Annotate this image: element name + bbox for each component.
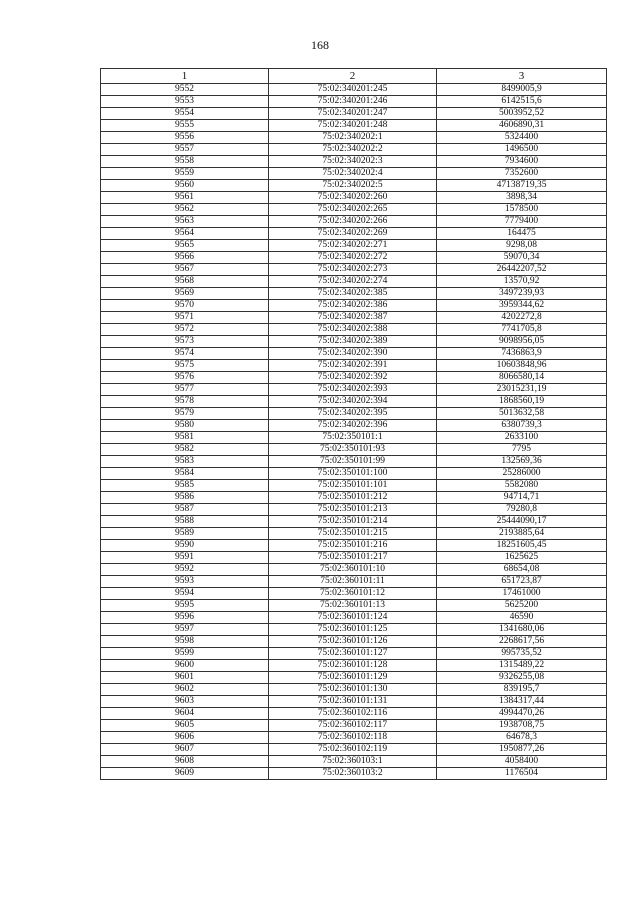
table-row bbox=[101, 240, 607, 252]
table-row bbox=[101, 552, 607, 564]
cadastral-number-cell: 75:02:350101:215 bbox=[269, 528, 437, 540]
table-row bbox=[101, 408, 607, 420]
table-row bbox=[101, 144, 607, 156]
table-row bbox=[101, 420, 607, 432]
cadastral-number-cell: 75:02:360101:10 bbox=[269, 564, 437, 576]
value-cell: 7795 bbox=[437, 444, 607, 456]
value-cell: 7741705,8 bbox=[437, 324, 607, 336]
row-number-cell: 9564 bbox=[101, 228, 269, 240]
table-row bbox=[101, 288, 607, 300]
table-row bbox=[101, 624, 607, 636]
row-number-cell: 9574 bbox=[101, 348, 269, 360]
row-number-cell: 9560 bbox=[101, 180, 269, 192]
value-cell: 8499005,9 bbox=[437, 84, 607, 96]
cadastral-number-cell: 75:02:360102:119 bbox=[269, 744, 437, 756]
row-number-cell: 9602 bbox=[101, 684, 269, 696]
row-number-cell: 9576 bbox=[101, 372, 269, 384]
value-cell: 1578500 bbox=[437, 204, 607, 216]
row-number-cell: 9577 bbox=[101, 384, 269, 396]
table-row bbox=[101, 696, 607, 708]
value-cell: 1315489,22 bbox=[437, 660, 607, 672]
table-row bbox=[101, 324, 607, 336]
table-row bbox=[101, 684, 607, 696]
row-number-cell: 9570 bbox=[101, 300, 269, 312]
value-cell: 651723,87 bbox=[437, 576, 607, 588]
row-number-cell: 9569 bbox=[101, 288, 269, 300]
value-cell: 5582080 bbox=[437, 480, 607, 492]
cadastral-number-cell: 75:02:350101:93 bbox=[269, 444, 437, 456]
value-cell: 7352600 bbox=[437, 168, 607, 180]
value-cell: 26442207,52 bbox=[437, 264, 607, 276]
value-cell: 2268617,56 bbox=[437, 636, 607, 648]
table-row bbox=[101, 564, 607, 576]
cadastral-number-cell: 75:02:360101:130 bbox=[269, 684, 437, 696]
table-row bbox=[101, 600, 607, 612]
row-number-cell: 9568 bbox=[101, 276, 269, 288]
table-row bbox=[101, 768, 607, 780]
cadastral-number-cell: 75:02:340202:274 bbox=[269, 276, 437, 288]
value-cell: 1868560,19 bbox=[437, 396, 607, 408]
value-cell: 1496500 bbox=[437, 144, 607, 156]
column-header-number: 1 bbox=[101, 69, 269, 84]
cadastral-number-cell: 75:02:340202:385 bbox=[269, 288, 437, 300]
row-number-cell: 9580 bbox=[101, 420, 269, 432]
row-number-cell: 9553 bbox=[101, 96, 269, 108]
cadastral-number-cell: 75:02:340202:390 bbox=[269, 348, 437, 360]
cadastral-number-cell: 75:02:350101:99 bbox=[269, 456, 437, 468]
row-number-cell: 9556 bbox=[101, 132, 269, 144]
table-row bbox=[101, 732, 607, 744]
value-cell: 4994470,26 bbox=[437, 708, 607, 720]
column-header-cadastral-number: 2 bbox=[269, 69, 437, 84]
cadastral-number-cell: 75:02:340202:2 bbox=[269, 144, 437, 156]
row-number-cell: 9605 bbox=[101, 720, 269, 732]
cadastral-number-cell: 75:02:340202:389 bbox=[269, 336, 437, 348]
value-cell: 4202272,8 bbox=[437, 312, 607, 324]
cadastral-number-cell: 75:02:340202:272 bbox=[269, 252, 437, 264]
cadastral-number-cell: 75:02:340201:245 bbox=[269, 84, 437, 96]
value-cell: 5324400 bbox=[437, 132, 607, 144]
cadastral-number-cell: 75:02:340202:271 bbox=[269, 240, 437, 252]
cadastral-number-cell: 75:02:340202:392 bbox=[269, 372, 437, 384]
table-row bbox=[101, 576, 607, 588]
cadastral-number-cell: 75:02:360101:129 bbox=[269, 672, 437, 684]
table-row bbox=[101, 612, 607, 624]
row-number-cell: 9552 bbox=[101, 84, 269, 96]
cadastral-number-cell: 75:02:340202:396 bbox=[269, 420, 437, 432]
table-row bbox=[101, 132, 607, 144]
value-cell: 25286000 bbox=[437, 468, 607, 480]
table-row bbox=[101, 120, 607, 132]
row-number-cell: 9558 bbox=[101, 156, 269, 168]
value-cell: 6380739,3 bbox=[437, 420, 607, 432]
table-row bbox=[101, 480, 607, 492]
row-number-cell: 9565 bbox=[101, 240, 269, 252]
row-number-cell: 9581 bbox=[101, 432, 269, 444]
value-cell: 2633100 bbox=[437, 432, 607, 444]
value-cell: 8066580,14 bbox=[437, 372, 607, 384]
row-number-cell: 9606 bbox=[101, 732, 269, 744]
cadastral-number-cell: 75:02:360101:125 bbox=[269, 624, 437, 636]
table-row bbox=[101, 540, 607, 552]
value-cell: 46590 bbox=[437, 612, 607, 624]
row-number-cell: 9572 bbox=[101, 324, 269, 336]
table-row bbox=[101, 672, 607, 684]
value-cell: 1950877,26 bbox=[437, 744, 607, 756]
row-number-cell: 9597 bbox=[101, 624, 269, 636]
row-number-cell: 9586 bbox=[101, 492, 269, 504]
table-row bbox=[101, 204, 607, 216]
row-number-cell: 9604 bbox=[101, 708, 269, 720]
value-cell: 17461000 bbox=[437, 588, 607, 600]
value-cell: 3959344,62 bbox=[437, 300, 607, 312]
table-row bbox=[101, 180, 607, 192]
table-row bbox=[101, 396, 607, 408]
value-cell: 1176504 bbox=[437, 768, 607, 780]
cadastral-number-cell: 75:02:340202:3 bbox=[269, 156, 437, 168]
row-number-cell: 9608 bbox=[101, 756, 269, 768]
cadastral-number-cell: 75:02:340202:1 bbox=[269, 132, 437, 144]
value-cell: 79280,8 bbox=[437, 504, 607, 516]
row-number-cell: 9554 bbox=[101, 108, 269, 120]
row-number-cell: 9603 bbox=[101, 696, 269, 708]
value-cell: 4606890,31 bbox=[437, 120, 607, 132]
value-cell: 5625200 bbox=[437, 600, 607, 612]
table-row bbox=[101, 384, 607, 396]
cadastral-number-cell: 75:02:360101:11 bbox=[269, 576, 437, 588]
cadastral-number-cell: 75:02:350101:100 bbox=[269, 468, 437, 480]
cadastral-number-cell: 75:02:340201:247 bbox=[269, 108, 437, 120]
row-number-cell: 9585 bbox=[101, 480, 269, 492]
value-cell: 1625625 bbox=[437, 552, 607, 564]
value-cell: 2193885,64 bbox=[437, 528, 607, 540]
table-row bbox=[101, 228, 607, 240]
value-cell: 10603848,96 bbox=[437, 360, 607, 372]
cadastral-number-cell: 75:02:360101:124 bbox=[269, 612, 437, 624]
cadastral-number-cell: 75:02:340202:5 bbox=[269, 180, 437, 192]
table-row bbox=[101, 264, 607, 276]
row-number-cell: 9579 bbox=[101, 408, 269, 420]
table-row bbox=[101, 252, 607, 264]
value-cell: 47138719,35 bbox=[437, 180, 607, 192]
value-cell: 5003952,52 bbox=[437, 108, 607, 120]
row-number-cell: 9567 bbox=[101, 264, 269, 276]
value-cell: 59070,34 bbox=[437, 252, 607, 264]
row-number-cell: 9601 bbox=[101, 672, 269, 684]
row-number-cell: 9555 bbox=[101, 120, 269, 132]
cadastral-number-cell: 75:02:340201:248 bbox=[269, 120, 437, 132]
cadastral-number-cell: 75:02:340202:387 bbox=[269, 312, 437, 324]
cadastral-number-cell: 75:02:350101:212 bbox=[269, 492, 437, 504]
table-row bbox=[101, 708, 607, 720]
table-row bbox=[101, 588, 607, 600]
row-number-cell: 9589 bbox=[101, 528, 269, 540]
value-cell: 839195,7 bbox=[437, 684, 607, 696]
row-number-cell: 9561 bbox=[101, 192, 269, 204]
table-row bbox=[101, 492, 607, 504]
value-cell: 5013632,58 bbox=[437, 408, 607, 420]
cadastral-number-cell: 75:02:360103:1 bbox=[269, 756, 437, 768]
cadastral-number-cell: 75:02:340202:265 bbox=[269, 204, 437, 216]
value-cell: 6142515,6 bbox=[437, 96, 607, 108]
row-number-cell: 9573 bbox=[101, 336, 269, 348]
row-number-cell: 9599 bbox=[101, 648, 269, 660]
value-cell: 132569,36 bbox=[437, 456, 607, 468]
value-cell: 23015231,19 bbox=[437, 384, 607, 396]
cadastral-number-cell: 75:02:360101:126 bbox=[269, 636, 437, 648]
cadastral-number-cell: 75:02:340202:394 bbox=[269, 396, 437, 408]
row-number-cell: 9571 bbox=[101, 312, 269, 324]
row-number-cell: 9557 bbox=[101, 144, 269, 156]
cadastral-number-cell: 75:02:340201:246 bbox=[269, 96, 437, 108]
cadastral-number-cell: 75:02:350101:216 bbox=[269, 540, 437, 552]
table-row bbox=[101, 312, 607, 324]
table-row bbox=[101, 468, 607, 480]
value-cell: 995735,52 bbox=[437, 648, 607, 660]
cadastral-number-cell: 75:02:360101:13 bbox=[269, 600, 437, 612]
table-row bbox=[101, 96, 607, 108]
row-number-cell: 9575 bbox=[101, 360, 269, 372]
value-cell: 7436863,9 bbox=[437, 348, 607, 360]
cadastral-number-cell: 75:02:360102:116 bbox=[269, 708, 437, 720]
cadastral-number-cell: 75:02:360101:12 bbox=[269, 588, 437, 600]
table-row bbox=[101, 528, 607, 540]
row-number-cell: 9590 bbox=[101, 540, 269, 552]
table-row bbox=[101, 168, 607, 180]
table-row bbox=[101, 84, 607, 96]
table-row bbox=[101, 456, 607, 468]
table-row bbox=[101, 516, 607, 528]
table-row bbox=[101, 660, 607, 672]
table-row bbox=[101, 336, 607, 348]
value-cell: 1938708,75 bbox=[437, 720, 607, 732]
row-number-cell: 9588 bbox=[101, 516, 269, 528]
table-row bbox=[101, 636, 607, 648]
table-row bbox=[101, 720, 607, 732]
cadastral-number-cell: 75:02:350101:217 bbox=[269, 552, 437, 564]
value-cell: 25444090,17 bbox=[437, 516, 607, 528]
cadastral-number-cell: 75:02:360101:131 bbox=[269, 696, 437, 708]
row-number-cell: 9566 bbox=[101, 252, 269, 264]
cadastral-number-cell: 75:02:340202:386 bbox=[269, 300, 437, 312]
row-number-cell: 9594 bbox=[101, 588, 269, 600]
table-row bbox=[101, 744, 607, 756]
row-number-cell: 9600 bbox=[101, 660, 269, 672]
table-row bbox=[101, 444, 607, 456]
cadastral-number-cell: 75:02:360101:128 bbox=[269, 660, 437, 672]
table-row bbox=[101, 156, 607, 168]
row-number-cell: 9578 bbox=[101, 396, 269, 408]
table-row bbox=[101, 276, 607, 288]
table-header-row bbox=[101, 69, 607, 84]
column-header-value: 3 bbox=[437, 69, 607, 84]
value-cell: 64678,3 bbox=[437, 732, 607, 744]
row-number-cell: 9582 bbox=[101, 444, 269, 456]
cadastral-number-cell: 75:02:350101:1 bbox=[269, 432, 437, 444]
cadastral-number-cell: 75:02:340202:266 bbox=[269, 216, 437, 228]
cadastral-number-cell: 75:02:350101:214 bbox=[269, 516, 437, 528]
table-row bbox=[101, 648, 607, 660]
cadastral-number-cell: 75:02:360101:127 bbox=[269, 648, 437, 660]
row-number-cell: 9598 bbox=[101, 636, 269, 648]
row-number-cell: 9583 bbox=[101, 456, 269, 468]
table-row bbox=[101, 192, 607, 204]
cadastral-number-cell: 75:02:350101:101 bbox=[269, 480, 437, 492]
row-number-cell: 9559 bbox=[101, 168, 269, 180]
value-cell: 9326255,08 bbox=[437, 672, 607, 684]
table-row bbox=[101, 216, 607, 228]
table-row bbox=[101, 300, 607, 312]
value-cell: 7779400 bbox=[437, 216, 607, 228]
cadastral-number-cell: 75:02:340202:391 bbox=[269, 360, 437, 372]
row-number-cell: 9591 bbox=[101, 552, 269, 564]
cadastral-number-cell: 75:02:340202:269 bbox=[269, 228, 437, 240]
cadastral-number-cell: 75:02:340202:393 bbox=[269, 384, 437, 396]
cadastral-number-cell: 75:02:340202:388 bbox=[269, 324, 437, 336]
row-number-cell: 9584 bbox=[101, 468, 269, 480]
row-number-cell: 9563 bbox=[101, 216, 269, 228]
cadastral-number-cell: 75:02:360102:118 bbox=[269, 732, 437, 744]
row-number-cell: 9596 bbox=[101, 612, 269, 624]
value-cell: 18251605,45 bbox=[437, 540, 607, 552]
row-number-cell: 9592 bbox=[101, 564, 269, 576]
value-cell: 164475 bbox=[437, 228, 607, 240]
table-row bbox=[101, 432, 607, 444]
row-number-cell: 9587 bbox=[101, 504, 269, 516]
value-cell: 1341680,06 bbox=[437, 624, 607, 636]
cadastral-number-cell: 75:02:360102:117 bbox=[269, 720, 437, 732]
cadastral-value-table bbox=[100, 68, 607, 780]
table-row bbox=[101, 756, 607, 768]
cadastral-number-cell: 75:02:340202:273 bbox=[269, 264, 437, 276]
cadastral-number-cell: 75:02:340202:260 bbox=[269, 192, 437, 204]
row-number-cell: 9595 bbox=[101, 600, 269, 612]
value-cell: 3497239,93 bbox=[437, 288, 607, 300]
row-number-cell: 9609 bbox=[101, 768, 269, 780]
value-cell: 3898,34 bbox=[437, 192, 607, 204]
value-cell: 13570,92 bbox=[437, 276, 607, 288]
table-row bbox=[101, 372, 607, 384]
cadastral-number-cell: 75:02:340202:395 bbox=[269, 408, 437, 420]
table-body bbox=[101, 84, 607, 780]
row-number-cell: 9562 bbox=[101, 204, 269, 216]
table-row bbox=[101, 108, 607, 120]
cadastral-number-cell: 75:02:360103:2 bbox=[269, 768, 437, 780]
table-row bbox=[101, 348, 607, 360]
value-cell: 9098956,05 bbox=[437, 336, 607, 348]
page-number: 168 bbox=[311, 38, 329, 52]
row-number-cell: 9607 bbox=[101, 744, 269, 756]
value-cell: 68654,08 bbox=[437, 564, 607, 576]
value-cell: 9298,08 bbox=[437, 240, 607, 252]
table-row bbox=[101, 504, 607, 516]
value-cell: 4058400 bbox=[437, 756, 607, 768]
row-number-cell: 9593 bbox=[101, 576, 269, 588]
value-cell: 94714,71 bbox=[437, 492, 607, 504]
cadastral-number-cell: 75:02:340202:4 bbox=[269, 168, 437, 180]
cadastral-number-cell: 75:02:350101:213 bbox=[269, 504, 437, 516]
table-row bbox=[101, 360, 607, 372]
value-cell: 7934600 bbox=[437, 156, 607, 168]
value-cell: 1384317,44 bbox=[437, 696, 607, 708]
